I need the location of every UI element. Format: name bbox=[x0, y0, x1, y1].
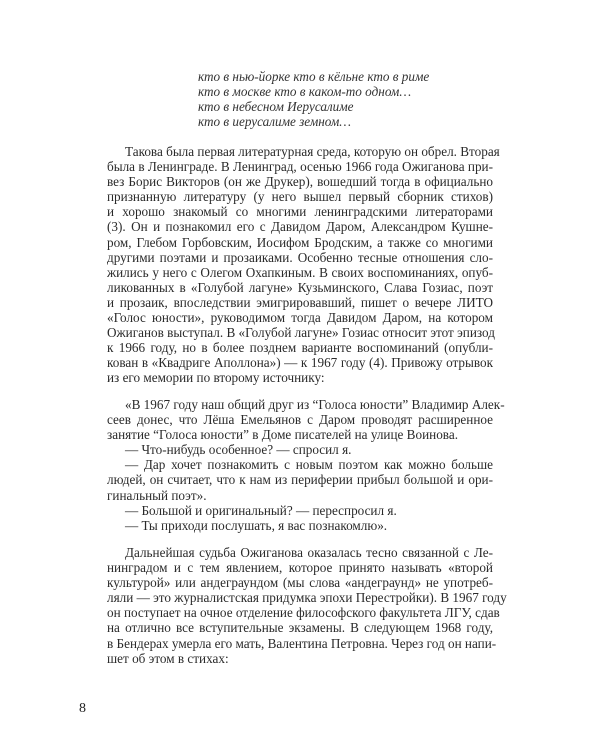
memoir-quote bbox=[107, 397, 505, 533]
text-line: Ожиганов выступал. В «Голубой лагуне» Гозиас относит этот эпизод bbox=[107, 325, 495, 341]
text-line: ляли — это журналистская придумка эпохи Перестройки). В 1967 году bbox=[107, 590, 507, 606]
text-line: «Голос юности», руководимом тогда Давидом Даром, на котором bbox=[107, 310, 493, 326]
text-line: «В 1967 году наш общий друг из “Голоса юности” Владимир Алек- bbox=[125, 397, 505, 412]
text-line: в Бендерах умерла его мать, Валентина Петровна. Через год он напи- bbox=[107, 635, 497, 651]
text-line: ликованных в «Голубой лагуне» Кузьминского, Слава Гозиас, поэт bbox=[107, 279, 493, 295]
page-number: 8 bbox=[79, 701, 86, 716]
poem-line: кто в нью-йорке кто в кёльне кто в риме bbox=[198, 69, 430, 84]
text-line: признанную литературу (у него вышел первый сборник стихов) bbox=[107, 189, 493, 205]
text-line: к 1966 году, но в более позднем варианте воспоминаний (опубли- bbox=[107, 340, 493, 356]
paragraph-1 bbox=[107, 144, 500, 386]
text-line: другими поэтами и прозаиками. Особенно тесные отношения сло- bbox=[107, 249, 493, 265]
text-line: и хорошо знакомый со многими ленинградскими литераторами bbox=[107, 204, 493, 220]
text-line: из его мемории по второму источнику: bbox=[107, 370, 325, 386]
text-line: на отлично все вступительные экзамены. В следующем 1968 году, bbox=[107, 620, 493, 636]
text-line: нинградом и с тем явлением, которое принято называть «второй bbox=[107, 560, 493, 576]
text-line: вез Борис Викторов (он же Друкер), вошедший тогда в официально bbox=[107, 174, 493, 190]
text-line: сеев донес, что Лёша Емельянов с Даром проводят расширенное bbox=[107, 412, 493, 428]
text-line: гинальный поэт». bbox=[107, 487, 207, 503]
text-line: культурой» или андеграундом (мы слова «андеграунд» не употреб- bbox=[107, 575, 493, 591]
poem-epigraph bbox=[198, 69, 429, 129]
text-line: Дальнейшая судьба Ожиганова оказалась тесно связанной с Ле- bbox=[125, 545, 493, 560]
poem-line: кто в небесном Иерусалиме bbox=[198, 99, 354, 115]
text-line: — Что-нибудь особенное? — спросил я. bbox=[125, 442, 352, 458]
text-line: (3). Он и познакомил его с Давидом Даром, Александром Кушне- bbox=[107, 219, 493, 235]
text-line: и прозаик, впоследствии эмигрировавший, пишет о вечере ЛИТО bbox=[107, 294, 493, 310]
text-line: была в Ленинграде. В Ленинград, осенью 1966 года Ожиганова при- bbox=[107, 159, 493, 175]
poem-line: кто в иерусалиме земном… bbox=[198, 114, 352, 130]
text-line: — Ты приходи послушать, я вас познакомлю». bbox=[125, 517, 388, 533]
text-line: — Большой и оригинальный? — переспросил я. bbox=[125, 502, 397, 518]
text-line: жились у него с Олегом Охапкиным. В своих воспоминаниях, опуб- bbox=[107, 264, 493, 280]
text-line: он поступает на очное отделение философского факультета ЛГУ, сдав bbox=[107, 605, 500, 621]
text-line: кован в «Квадриге Аполлона») — к 1967 году (4). Привожу отрывок bbox=[107, 355, 493, 371]
text-line: занятие “Голоса юности” в Доме писателей на улице Воинова. bbox=[107, 427, 458, 443]
paragraph-3 bbox=[107, 545, 507, 666]
text-line: ром, Глебом Горбовским, Иосифом Бродским, а также со многими bbox=[107, 234, 493, 250]
text-line: людей, он считает, что к нам из периферии прибыл большой и ори- bbox=[107, 472, 493, 488]
poem-line: кто в москве кто в каком-то одном… bbox=[198, 84, 412, 100]
text-line: — Дар хочет познакомить с новым поэтом как можно больше bbox=[125, 457, 493, 473]
text-line: Такова была первая литературная среда, которую он обрел. Вторая bbox=[125, 144, 500, 159]
text-line: шет об этом в стихах: bbox=[107, 650, 229, 666]
